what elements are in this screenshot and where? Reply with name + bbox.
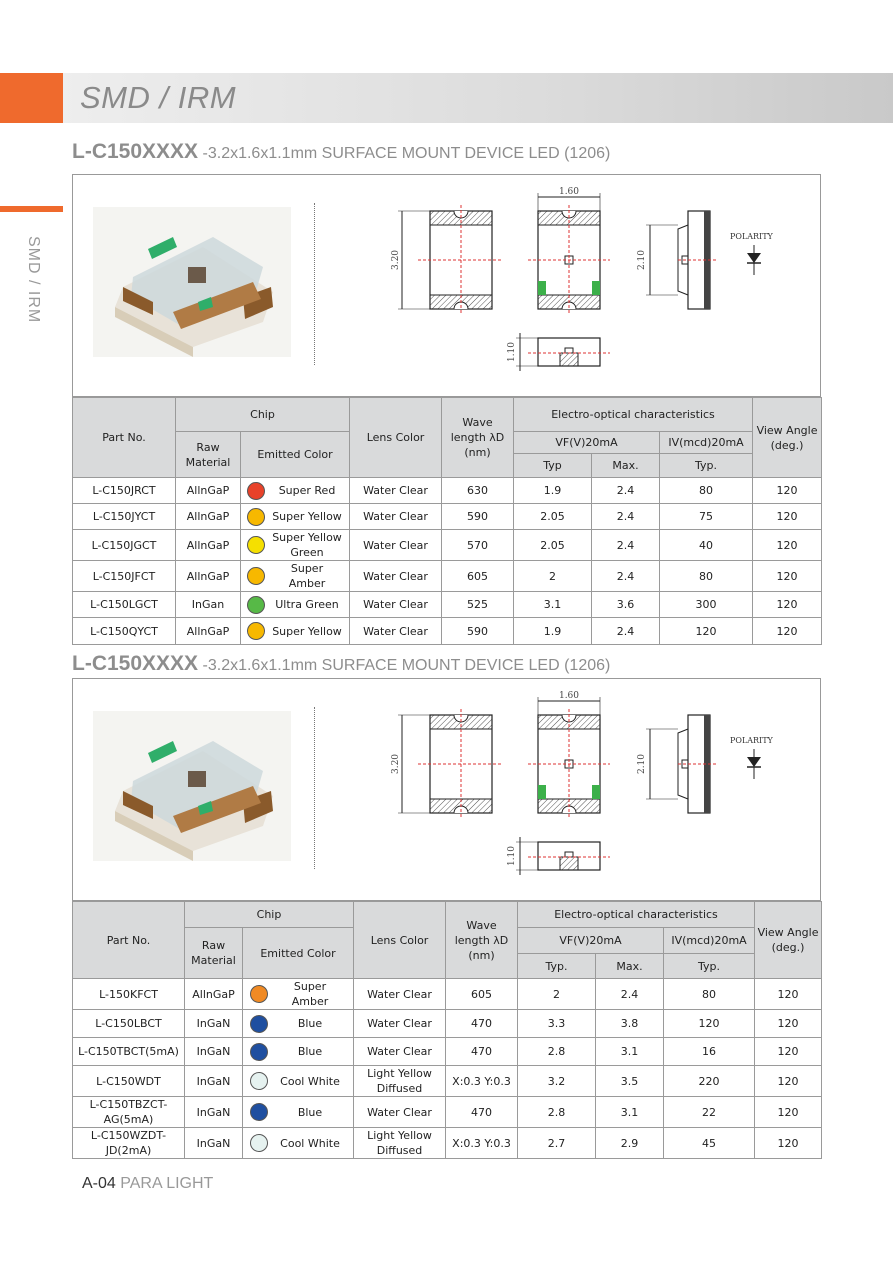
cell-lens: Water Clear [350, 561, 442, 592]
cell-part: L-C150LGCT [73, 592, 176, 618]
cell-emitted [243, 1010, 354, 1038]
cell-typ: 1.9 [514, 618, 592, 645]
th-wave: Wave length λD (nm) [442, 398, 514, 478]
th-view: View Angle (deg.) [753, 398, 822, 478]
cell-wave: X:0.3 Y:0.3 [446, 1066, 518, 1097]
th-eo: Electro-optical characteristics [514, 398, 753, 432]
cell-iv: 75 [660, 504, 753, 530]
cell-emitted [241, 618, 350, 645]
color-dot-icon [250, 1015, 268, 1033]
brand-name: PARA LIGHT [120, 1175, 214, 1192]
table-row [73, 592, 822, 618]
emitted-color-label: Super Yellow Green [272, 531, 342, 559]
cell-wave: 590 [442, 618, 514, 645]
cell-iv: 16 [664, 1038, 755, 1066]
cell-typ: 2.7 [518, 1128, 596, 1159]
table-row [73, 504, 822, 530]
cell-part: L-150KFCT [73, 979, 185, 1010]
dimension-drawing-2 [388, 687, 808, 887]
cell-iv: 22 [664, 1097, 755, 1128]
cell-part: L-C150JGCT [73, 530, 176, 561]
cell-lens: Water Clear [350, 530, 442, 561]
cell-iv: 80 [660, 561, 753, 592]
th-vf: VF(V)20mA [518, 928, 664, 954]
cell-max: 3.6 [592, 592, 660, 618]
th-iv-typ: Typ. [660, 454, 753, 478]
cell-angle: 120 [753, 478, 822, 504]
table-row [73, 530, 822, 561]
width-dim: 1.60 [558, 187, 580, 197]
emitted-color-label: Cool White [280, 1136, 340, 1150]
cell-angle: 120 [753, 618, 822, 645]
cell-raw: AllnGaP [176, 530, 241, 561]
dimension-drawing-1 [388, 183, 808, 383]
cell-angle: 120 [755, 1066, 822, 1097]
th-chip: Chip [185, 902, 354, 928]
cell-emitted [243, 1066, 354, 1097]
section-title-1 [72, 140, 610, 164]
cell-angle: 120 [753, 504, 822, 530]
color-dot-icon [250, 985, 268, 1003]
cell-emitted [241, 561, 350, 592]
section-desc: -3.2x1.6x1.1mm SURFACE MOUNT DEVICE LED (1206) [202, 145, 611, 162]
th-iv: IV(mcd)20mA [664, 928, 755, 954]
cell-iv: 120 [664, 1010, 755, 1038]
cell-angle: 120 [753, 592, 822, 618]
cell-emitted [241, 504, 350, 530]
cell-lens: Water Clear [354, 1010, 446, 1038]
table-row [73, 1128, 822, 1159]
emitted-color-label: Cool White [280, 1074, 340, 1088]
emitted-color-label: Super Yellow [272, 624, 342, 638]
side-accent [0, 206, 63, 212]
cell-typ: 2.8 [518, 1097, 596, 1128]
th-max: Max. [596, 954, 664, 979]
height-dim: 1.10 [507, 845, 517, 867]
th-iv-typ: Typ. [664, 954, 755, 979]
color-dot-icon [247, 596, 265, 614]
side-dim: 2.10 [637, 753, 647, 775]
th-part-no: Part No. [73, 902, 185, 979]
cell-wave: 525 [442, 592, 514, 618]
cell-lens: Water Clear [350, 618, 442, 645]
led-photo [93, 711, 291, 861]
color-dot-icon [247, 508, 265, 526]
emitted-color-label: Super Yellow [272, 510, 342, 523]
th-raw: Raw Material [176, 432, 241, 478]
cell-lens: Water Clear [354, 1097, 446, 1128]
color-dot-icon [247, 622, 265, 640]
footer [82, 1175, 213, 1193]
side-dim: 2.10 [637, 249, 647, 271]
cell-typ: 2 [518, 979, 596, 1010]
cell-raw: InGaN [185, 1066, 243, 1097]
cell-lens: Water Clear [350, 592, 442, 618]
cell-iv: 300 [660, 592, 753, 618]
cell-wave: 470 [446, 1097, 518, 1128]
cell-raw: InGaN [185, 1097, 243, 1128]
cell-iv: 80 [660, 478, 753, 504]
header-accent [0, 73, 63, 123]
th-typ: Typ [514, 454, 592, 478]
section-part: L-C150XXXX [72, 140, 199, 163]
section-title-2 [72, 652, 610, 676]
th-emitted: Emitted Color [243, 928, 354, 979]
th-raw: Raw Material [185, 928, 243, 979]
cell-raw: InGaN [185, 1010, 243, 1038]
cell-wave: 605 [442, 561, 514, 592]
emitted-color-label: Blue [297, 1105, 323, 1119]
table-row [73, 1097, 822, 1128]
emitted-color-label: Ultra Green [275, 598, 339, 611]
th-eo: Electro-optical characteristics [518, 902, 755, 928]
cell-angle: 120 [755, 979, 822, 1010]
th-vf: VF(V)20mA [514, 432, 660, 454]
cell-lens: Light Yellow Diffused [354, 1066, 446, 1097]
cell-angle: 120 [755, 1097, 822, 1128]
cell-lens: Water Clear [350, 504, 442, 530]
cell-max: 2.4 [592, 504, 660, 530]
height-dim: 1.10 [507, 341, 517, 363]
cell-part: L-C150JFCT [73, 561, 176, 592]
divider [314, 707, 315, 869]
cell-raw: AllnGaP [176, 504, 241, 530]
cell-part: L-C150TBCT(5mA) [73, 1038, 185, 1066]
cell-max: 2.4 [592, 618, 660, 645]
cell-emitted [241, 592, 350, 618]
cell-part: L-C150WDT [73, 1066, 185, 1097]
table-row [73, 1066, 822, 1097]
cell-angle: 120 [755, 1010, 822, 1038]
th-part-no: Part No. [73, 398, 176, 478]
cell-max: 3.5 [596, 1066, 664, 1097]
color-dot-icon [250, 1043, 268, 1061]
cell-wave: 470 [446, 1010, 518, 1038]
divider [314, 203, 315, 365]
cell-wave: 590 [442, 504, 514, 530]
cell-part: L-C150WZDT-JD(2mA) [73, 1128, 185, 1159]
th-wave: Wave length λD (nm) [446, 902, 518, 979]
side-tab-label: SMD / IRM [25, 236, 42, 324]
cell-typ: 2.05 [514, 530, 592, 561]
cell-part: L-C150LBCT [73, 1010, 185, 1038]
cell-lens: Water Clear [354, 1038, 446, 1066]
cell-wave: 570 [442, 530, 514, 561]
cell-max: 2.9 [596, 1128, 664, 1159]
cell-part: L-C150TBZCT-AG(5mA) [73, 1097, 185, 1128]
cell-max: 3.1 [596, 1097, 664, 1128]
cell-typ: 3.2 [518, 1066, 596, 1097]
cell-part: L-C150JYCT [73, 504, 176, 530]
cell-wave: X:0.3 Y:0.3 [446, 1128, 518, 1159]
th-typ: Typ. [518, 954, 596, 979]
emitted-color-label: Blue [297, 1017, 323, 1030]
th-chip: Chip [176, 398, 350, 432]
length-dim: 3.20 [391, 249, 401, 271]
emitted-color-label: Super Red [278, 484, 336, 497]
cell-max: 2.4 [592, 530, 660, 561]
spec-table-1 [72, 397, 822, 645]
figure-box-1 [72, 174, 821, 397]
color-dot-icon [247, 567, 265, 585]
cell-emitted [243, 1097, 354, 1128]
color-dot-icon [247, 482, 265, 500]
section-part: L-C150XXXX [72, 652, 199, 675]
emitted-color-label: Super Amber [288, 562, 326, 590]
table-row [73, 979, 822, 1010]
cell-angle: 120 [755, 1038, 822, 1066]
spec-table-2 [72, 901, 822, 1159]
color-dot-icon [250, 1103, 268, 1121]
cell-raw: AllnGaP [176, 478, 241, 504]
cell-raw: AllnGaP [176, 561, 241, 592]
cell-raw: AllnGaP [176, 618, 241, 645]
cell-raw: InGaN [185, 1038, 243, 1066]
cell-lens: Water Clear [350, 478, 442, 504]
led-photo [93, 207, 291, 357]
cell-angle: 120 [753, 530, 822, 561]
cell-max: 3.8 [596, 1010, 664, 1038]
th-emitted: Emitted Color [241, 432, 350, 478]
cell-wave: 605 [446, 979, 518, 1010]
polarity-label: POLARITY [730, 232, 773, 241]
width-dim: 1.60 [558, 691, 580, 701]
color-dot-icon [247, 536, 265, 554]
section-desc: -3.2x1.6x1.1mm SURFACE MOUNT DEVICE LED (1206) [202, 657, 611, 674]
cell-raw: InGan [176, 592, 241, 618]
cell-emitted [243, 1128, 354, 1159]
length-dim: 3.20 [391, 753, 401, 775]
th-iv: IV(mcd)20mA [660, 432, 753, 454]
cell-typ: 1.9 [514, 478, 592, 504]
cell-lens: Light Yellow Diffused [354, 1128, 446, 1159]
cell-max: 2.4 [592, 478, 660, 504]
cell-raw: AllnGaP [185, 979, 243, 1010]
cell-wave: 470 [446, 1038, 518, 1066]
cell-iv: 80 [664, 979, 755, 1010]
cell-max: 2.4 [592, 561, 660, 592]
cell-max: 2.4 [596, 979, 664, 1010]
emitted-color-label: Super Amber [291, 980, 329, 1008]
page-number: A-04 [82, 1175, 116, 1192]
cell-part: L-C150QYCT [73, 618, 176, 645]
cell-iv: 120 [660, 618, 753, 645]
cell-raw: InGaN [185, 1128, 243, 1159]
table-row [73, 618, 822, 645]
cell-lens: Water Clear [354, 979, 446, 1010]
th-lens: Lens Color [350, 398, 442, 478]
color-dot-icon [250, 1072, 268, 1090]
table-row [73, 1038, 822, 1066]
cell-typ: 3.1 [514, 592, 592, 618]
color-dot-icon [250, 1134, 268, 1152]
cell-wave: 630 [442, 478, 514, 504]
cell-iv: 40 [660, 530, 753, 561]
cell-angle: 120 [755, 1128, 822, 1159]
table-row [73, 561, 822, 592]
emitted-color-label: Blue [297, 1045, 323, 1058]
table-row [73, 1010, 822, 1038]
cell-emitted [241, 478, 350, 504]
cell-iv: 45 [664, 1128, 755, 1159]
th-lens: Lens Color [354, 902, 446, 979]
cell-part: L-C150JRCT [73, 478, 176, 504]
th-view: View Angle (deg.) [755, 902, 822, 979]
table-row [73, 478, 822, 504]
cell-typ: 2.05 [514, 504, 592, 530]
cell-max: 3.1 [596, 1038, 664, 1066]
cell-typ: 2.8 [518, 1038, 596, 1066]
page-title: SMD / IRM [80, 80, 237, 115]
polarity-label: POLARITY [730, 736, 773, 745]
cell-emitted [243, 1038, 354, 1066]
th-max: Max. [592, 454, 660, 478]
figure-box-2 [72, 678, 821, 901]
cell-emitted [243, 979, 354, 1010]
cell-angle: 120 [753, 561, 822, 592]
cell-typ: 3.3 [518, 1010, 596, 1038]
cell-typ: 2 [514, 561, 592, 592]
cell-emitted [241, 530, 350, 561]
cell-iv: 220 [664, 1066, 755, 1097]
